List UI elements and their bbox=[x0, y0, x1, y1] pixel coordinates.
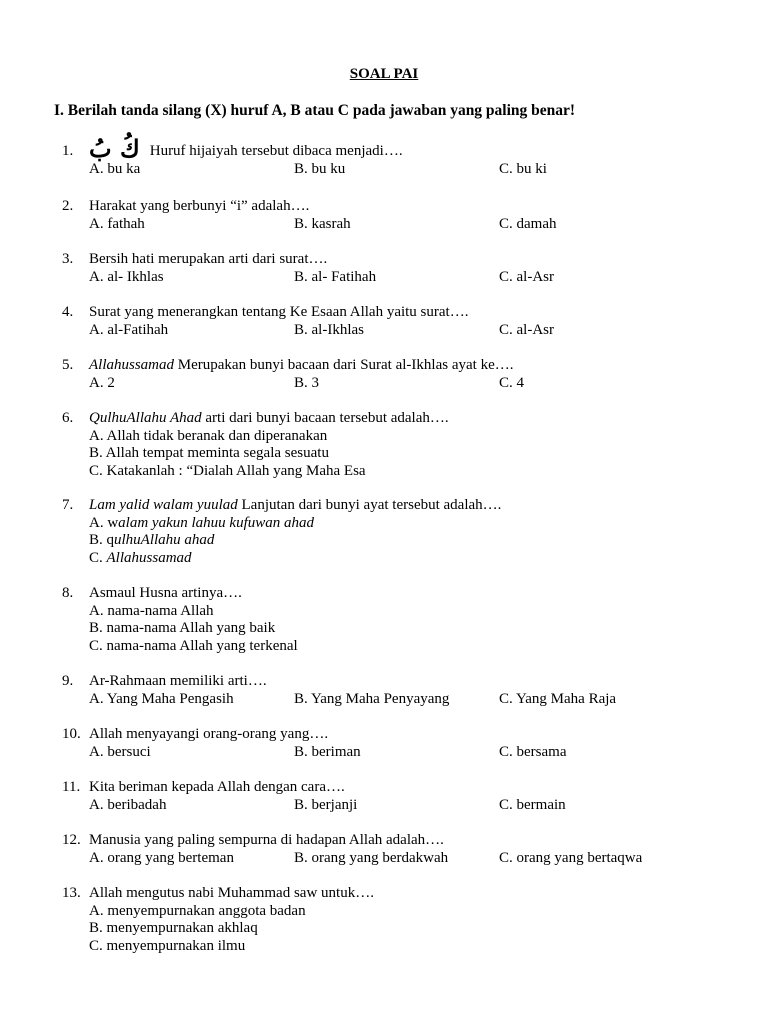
option-a[interactable] bbox=[89, 515, 742, 533]
option-c[interactable]: C. orang yang bertaqwa bbox=[499, 849, 643, 866]
option-c[interactable] bbox=[89, 550, 742, 568]
option-c[interactable]: C. al-Asr bbox=[499, 321, 554, 338]
option-a[interactable]: A. nama-nama Allah bbox=[89, 602, 214, 619]
option-a[interactable]: A. Allah tidak beranak dan diperanakan bbox=[89, 427, 328, 444]
question-number: 13. bbox=[62, 885, 81, 901]
question-text: Lanjutan dari bunyi ayat tersebut adalah…. bbox=[237, 497, 502, 513]
option-a[interactable]: A. al-Fatihah bbox=[89, 321, 169, 338]
question-text: arti dari bunyi bacaan tersebut adalah…. bbox=[201, 410, 449, 426]
option-c[interactable]: C. bermain bbox=[499, 796, 566, 813]
option-a[interactable]: A. menyempurnakan anggota badan bbox=[89, 902, 306, 919]
question-number: 5. bbox=[62, 357, 74, 373]
question-number: 6. bbox=[62, 410, 74, 426]
page-title: SOAL PAI bbox=[349, 66, 419, 82]
option-a[interactable]: A. beribadah bbox=[89, 796, 167, 813]
question-text: Allah mengutus nabi Muhammad saw untuk…. bbox=[89, 885, 374, 901]
question-number: 10. bbox=[62, 726, 81, 742]
option-b[interactable]: B. Allah tempat meminta segala sesuatu bbox=[89, 445, 329, 461]
question-text-italic: QulhuAllahu Ahad bbox=[89, 410, 202, 426]
question-number: 7. bbox=[62, 497, 74, 513]
option-c[interactable]: C. damah bbox=[499, 215, 557, 232]
option-c[interactable]: C. al-Asr bbox=[499, 268, 554, 285]
arabic-letters: كُ بُ bbox=[89, 134, 140, 163]
question-3 bbox=[62, 251, 742, 286]
option-b[interactable]: B. menyempurnakan akhlaq bbox=[89, 920, 258, 936]
option-b-italic: ulhuAllahu ahad bbox=[114, 532, 215, 548]
option-b[interactable]: B. orang yang berdakwah bbox=[294, 849, 449, 866]
option-c[interactable]: C. bu ki bbox=[499, 160, 547, 177]
question-2 bbox=[62, 198, 742, 233]
option-c[interactable]: C. 4 bbox=[499, 374, 525, 391]
option-b-prefix: B. q bbox=[89, 532, 115, 548]
question-1 bbox=[62, 134, 742, 178]
option-c[interactable]: C. Katakanlah : “Dialah Allah yang Maha Esa bbox=[89, 462, 366, 479]
option-a[interactable]: A. al- Ikhlas bbox=[89, 268, 164, 285]
question-4 bbox=[62, 304, 742, 339]
option-b[interactable]: B. al-Ikhlas bbox=[294, 321, 364, 338]
question-text: Allah menyayangi orang-orang yang…. bbox=[89, 726, 329, 742]
option-a[interactable]: A. Yang Maha Pengasih bbox=[89, 690, 234, 707]
question-text: Kita beriman kepada Allah dengan cara…. bbox=[89, 779, 345, 795]
question-text: Harakat yang berbunyi “i” adalah…. bbox=[89, 198, 310, 214]
option-b[interactable] bbox=[89, 532, 742, 550]
option-c[interactable]: C. Yang Maha Raja bbox=[499, 690, 617, 707]
question-5 bbox=[62, 357, 742, 392]
option-c[interactable]: C. nama-nama Allah yang terkenal bbox=[89, 637, 298, 654]
option-b[interactable]: B. beriman bbox=[294, 743, 361, 760]
option-a[interactable]: A. 2 bbox=[89, 374, 115, 391]
option-a[interactable]: A. fathah bbox=[89, 215, 145, 232]
question-number: 11. bbox=[62, 779, 81, 795]
question-text: Manusia yang paling sempurna di hadapan Allah adalah…. bbox=[89, 832, 444, 848]
question-number: 2. bbox=[62, 198, 74, 214]
option-c-prefix: C. bbox=[89, 549, 107, 566]
question-9 bbox=[62, 673, 742, 708]
question-number: 3. bbox=[62, 251, 74, 267]
question-13 bbox=[62, 885, 742, 955]
question-number: 1. bbox=[62, 143, 74, 159]
question-7 bbox=[62, 497, 742, 567]
question-6 bbox=[62, 410, 742, 480]
question-10 bbox=[62, 726, 742, 761]
option-b[interactable]: B. berjanji bbox=[294, 796, 358, 813]
question-8 bbox=[62, 585, 742, 655]
option-b[interactable]: B. Yang Maha Penyayang bbox=[294, 690, 450, 707]
option-c[interactable]: C. bersama bbox=[499, 743, 567, 760]
option-c[interactable]: C. menyempurnakan ilmu bbox=[89, 937, 246, 954]
option-b[interactable]: B. bu ku bbox=[294, 160, 346, 177]
option-b[interactable]: B. kasrah bbox=[294, 215, 351, 232]
option-b[interactable]: B. nama-nama Allah yang baik bbox=[89, 620, 276, 636]
question-text: Bersih hati merupakan arti dari surat…. bbox=[89, 251, 328, 267]
question-text: Merupakan bunyi bacaan dari Surat al-Ikhlas ayat ke…. bbox=[174, 357, 514, 373]
question-text: Huruf hijaiyah tersebut dibaca menjadi…. bbox=[149, 143, 403, 159]
option-c-italic: Allahussamad bbox=[106, 549, 192, 566]
option-a[interactable]: A. bersuci bbox=[89, 743, 151, 760]
question-text-italic: Allahussamad bbox=[89, 357, 175, 373]
question-11 bbox=[62, 779, 742, 814]
question-number: 8. bbox=[62, 585, 74, 601]
option-b[interactable]: B. al- Fatihah bbox=[294, 268, 377, 285]
question-number: 9. bbox=[62, 673, 74, 689]
question-text: Ar-Rahmaan memiliki arti…. bbox=[89, 673, 267, 689]
question-12 bbox=[62, 832, 742, 867]
option-a-italic: alam yakun lahuu kufuwan ahad bbox=[118, 514, 314, 531]
option-a[interactable]: A. orang yang berteman bbox=[89, 849, 234, 866]
option-b[interactable]: B. 3 bbox=[294, 374, 320, 391]
question-text: Surat yang menerangkan tentang Ke Esaan Allah yaitu surat…. bbox=[89, 304, 469, 320]
option-a[interactable]: A. bu ka bbox=[89, 160, 141, 177]
instruction: I. Berilah tanda silang (X) huruf A, B atau C pada jawaban yang paling benar! bbox=[54, 102, 576, 119]
question-number: 12. bbox=[62, 832, 81, 848]
question-number: 4. bbox=[62, 304, 74, 320]
question-text-italic: Lam yalid walam yuulad bbox=[89, 497, 238, 513]
question-text: Asmaul Husna artinya…. bbox=[89, 585, 242, 601]
option-a-prefix: A. w bbox=[89, 514, 119, 531]
